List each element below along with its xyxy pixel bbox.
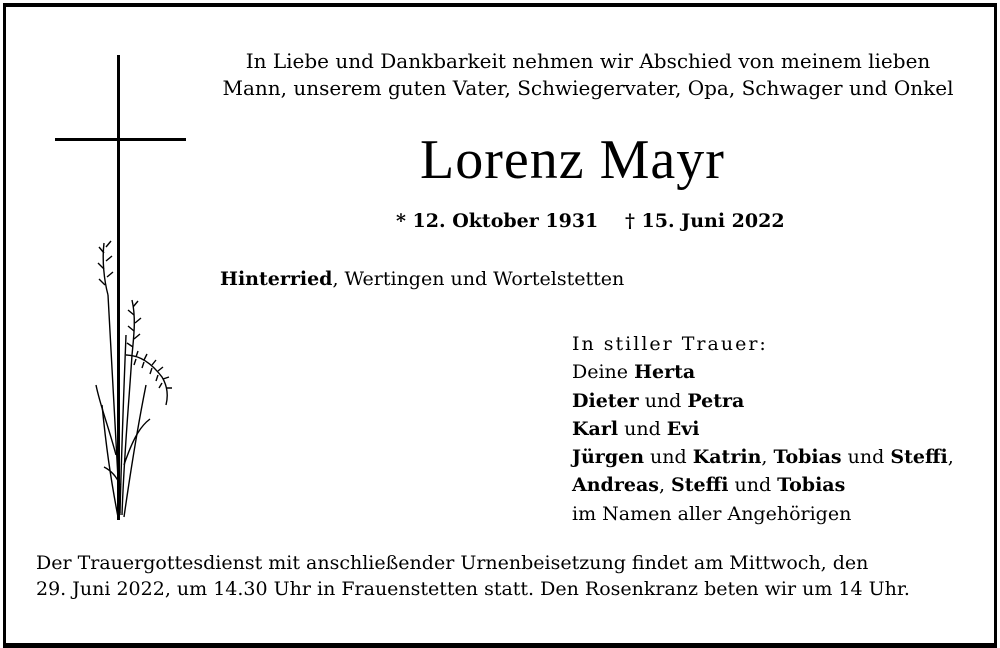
service-line-1: Der Trauergottesdienst mit anschließender Urnenbeisetzung findet am Mittwoch, den: [36, 552, 869, 574]
mourner-line: Deine Herta: [572, 361, 696, 384]
intro-line-2: Mann, unserem guten Vater, Schwiegervater, Opa, Schwager und Onkel: [222, 76, 954, 100]
intro-line-1: In Liebe und Dankbarkeit nehmen wir Abschied von meinem lieben: [245, 49, 931, 73]
intro-text: [0, 48, 1000, 102]
death-date: † 15. Juni 2022: [625, 210, 785, 232]
place-rest: , Wertingen und Wortelstetten: [332, 268, 625, 290]
mourners-closing: im Namen aller Angehörigen: [572, 502, 852, 525]
place-line: [220, 268, 624, 290]
service-info: [36, 550, 910, 602]
wheat-icon: [96, 241, 172, 517]
mourners-block: [572, 330, 954, 528]
mourners-heading: In stiller Trauer:: [572, 333, 768, 355]
service-line-2: 29. Juni 2022, um 14.30 Uhr in Frauenstetten statt. Den Rosenkranz beten wir um 14 Uhr.: [36, 578, 910, 600]
mourner-line: Jürgen und Katrin, Tobias und Steffi,: [572, 446, 954, 469]
cross-icon: [50, 55, 190, 525]
birth-date: * 12. Oktober 1931: [396, 210, 599, 232]
mourner-line: Dieter und Petra: [572, 389, 745, 412]
mourner-line: Karl und Evi: [572, 417, 700, 440]
cross-with-wheat: [50, 55, 190, 525]
place-bold: Hinterried: [220, 268, 333, 290]
mourner-line: Andreas, Steffi und Tobias: [572, 474, 846, 497]
deceased-name: Lorenz Mayr: [420, 129, 725, 191]
